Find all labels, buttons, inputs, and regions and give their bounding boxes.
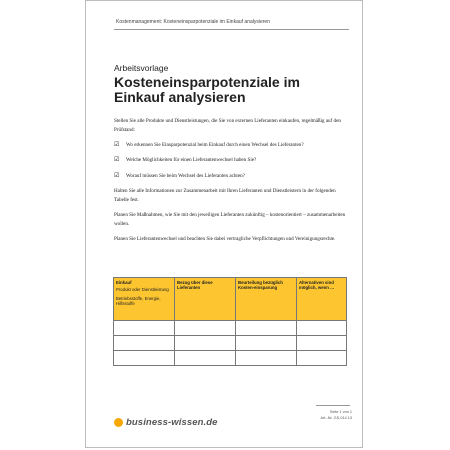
header-title: Bezug über diese Lieferanten — [177, 280, 213, 290]
table-cell[interactable] — [236, 321, 297, 336]
table-header-cell — [114, 278, 175, 321]
brand-logo[interactable] — [114, 415, 218, 429]
table-header-cell — [175, 278, 236, 321]
page-number: Seite 1 von 1 — [329, 410, 352, 414]
table-cell[interactable] — [175, 321, 236, 336]
table-cell[interactable] — [175, 336, 236, 351]
article-number: Art.-Nr. GS-014 13 — [320, 416, 352, 420]
checklist-item — [114, 141, 349, 150]
table-cell[interactable] — [297, 351, 347, 366]
table-cell[interactable] — [114, 321, 175, 336]
checklist-item-text: Worauf müssen Sie beim Wechsel des Lieferanten achten? — [126, 172, 245, 179]
body-paragraph: Planen Sie Lieferantenwechsel und beachten Sie dabei vertragliche Verpflichtungen und Vereinigungsrechte. — [114, 235, 336, 242]
running-header: Kostenmanagement: Kosteneinsparpotenziale im Einkauf analysieren — [116, 19, 270, 25]
footer-divider — [316, 405, 350, 406]
table-row — [114, 351, 347, 366]
table-header-row — [114, 278, 347, 321]
document-page — [85, 0, 363, 448]
header-divider — [114, 29, 349, 30]
checklist-item-text: Welche Möglichkeiten für einen Lieferantenwechsel haben Sie? — [126, 157, 257, 164]
table-header-cell — [236, 278, 297, 321]
document-body — [114, 117, 349, 250]
table-cell[interactable] — [175, 351, 236, 366]
body-paragraph: Planen Sie Maßnahmen, wie Sie mit den jeweiligen Lieferanten zukünftig – kostenorientiert – zusammenarbeiten wollen. — [114, 212, 346, 227]
table-cell[interactable] — [297, 336, 347, 351]
supplier-table — [113, 277, 347, 366]
checked-box-icon: ☑ — [114, 156, 120, 164]
document-title: Kosteneinsparpotenziale im Einkauf analysieren — [114, 74, 300, 105]
checklist-item-text: Wo erkennen Sie Einsparpotenzial beim Einkauf durch einen Wechsel des Lieferanten? — [126, 141, 304, 148]
checked-box-icon: ☑ — [114, 171, 120, 179]
checklist-item — [114, 156, 349, 165]
header-title: Beurteilung bezüglich Kosten-einsparung — [238, 280, 283, 290]
table-cell[interactable] — [114, 351, 175, 366]
document-kicker: Arbeitsvorlage — [114, 63, 169, 73]
body-paragraph: Halten Sie alle Informationen zur Zusammenarbeit mit Ihren Lieferanten und Dienstleistern in der folgenden Tabelle fest. — [114, 188, 336, 204]
table-cell[interactable] — [236, 336, 297, 351]
checked-box-icon: ☑ — [114, 140, 120, 148]
footer-meta — [310, 409, 352, 421]
table-row — [114, 336, 347, 351]
checklist-item — [114, 172, 349, 181]
header-title: Alternativen sind möglich, wenn … — [299, 280, 335, 290]
header-subtitle: Produkt oder Dienstleistung — [116, 287, 169, 292]
table-cell[interactable] — [297, 321, 347, 336]
logo-dot-icon — [114, 418, 123, 427]
table-header-cell — [297, 278, 347, 321]
header-title: Einkauf — [116, 280, 132, 285]
intro-paragraph: Stellen Sie alle Produkte und Dienstleistungen, die Sie von externen Lieferanten einkaufen, regelmäßig auf den Prüfstand: — [114, 118, 341, 133]
table-row — [114, 321, 347, 336]
table-cell[interactable] — [236, 351, 297, 366]
header-subtitle: Betriebsstoffe, Energie, Hilfsstoffe — [116, 296, 161, 306]
table-cell[interactable] — [114, 336, 175, 351]
checklist — [114, 141, 349, 181]
logo-text: business-wissen.de — [126, 416, 218, 428]
